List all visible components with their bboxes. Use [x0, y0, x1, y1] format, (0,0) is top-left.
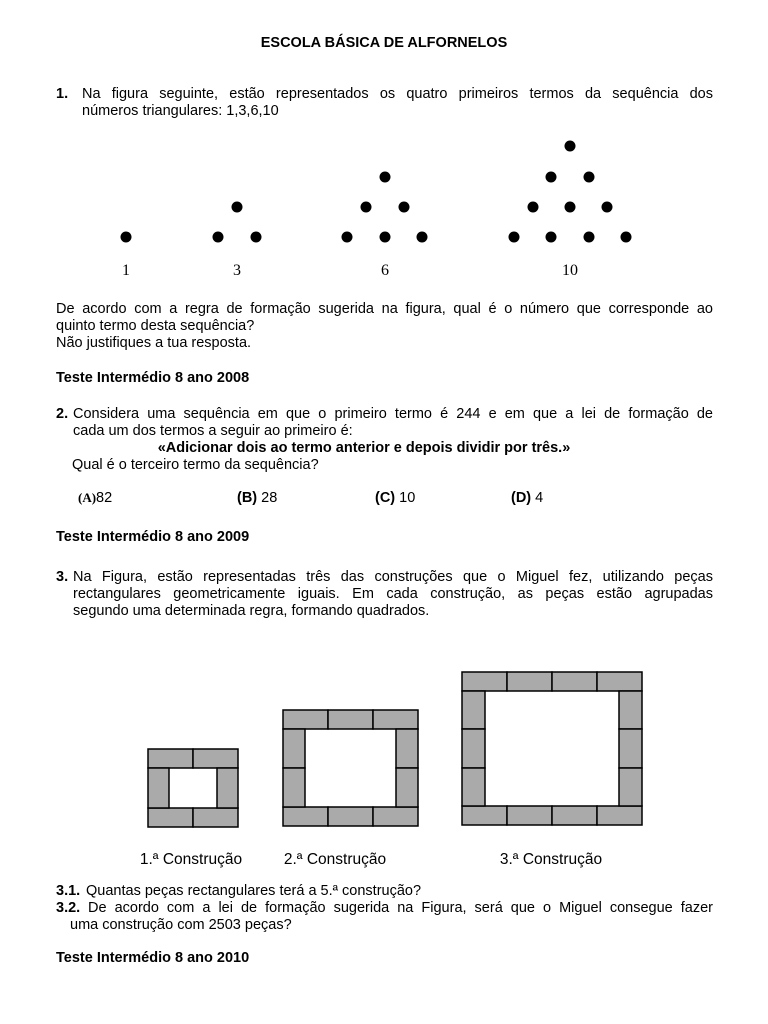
option-letter: (D)	[511, 490, 532, 506]
option-letter: (C)	[375, 490, 396, 506]
dot	[584, 232, 595, 243]
piece	[148, 749, 193, 768]
piece	[462, 768, 485, 806]
piece	[373, 807, 418, 826]
q1-line2: números triangulares: 1,3,6,10	[82, 103, 279, 119]
dot	[546, 172, 557, 183]
option-value: 28	[261, 490, 278, 506]
dot	[232, 202, 243, 213]
q2-line2: cada um dos termos a seguir ao primeiro é:	[73, 423, 353, 439]
q2-number: 2.	[56, 406, 69, 422]
piece	[552, 672, 597, 691]
piece	[396, 768, 418, 807]
piece	[193, 808, 238, 827]
construction-1	[148, 749, 238, 827]
piece	[283, 807, 328, 826]
option-letter: (B)	[237, 490, 258, 506]
option-letter: (A)	[78, 490, 97, 505]
q1-line1: Na figura seguinte, estão representados os quatro primeiros termos da sequência dos	[82, 86, 713, 102]
figure-label: 10	[562, 262, 578, 279]
piece	[328, 710, 373, 729]
q1-prompt-line3: Não justifiques a tua resposta.	[56, 335, 252, 351]
option-a	[78, 490, 112, 506]
piece	[552, 806, 597, 825]
q2-question: Qual é o terceiro termo da sequência?	[72, 457, 319, 473]
q1-prompt-line2: quinto termo desta sequência?	[56, 318, 255, 334]
dot	[342, 232, 353, 243]
piece	[619, 729, 642, 768]
piece	[396, 729, 418, 768]
dot	[602, 202, 613, 213]
piece	[283, 710, 328, 729]
construction-caption: 1.ª Construção	[139, 851, 243, 868]
dot	[621, 232, 632, 243]
q3-1-text: Quantas peças rectangulares terá a 5.ª construção?	[86, 883, 422, 899]
piece	[619, 691, 642, 729]
constructions-figure	[0, 660, 768, 875]
q3-source: Teste Intermédio 8 ano 2010	[56, 950, 250, 966]
page-title: ESCOLA BÁSICA DE ALFORNELOS	[260, 35, 508, 51]
piece	[373, 710, 418, 729]
dot	[546, 232, 557, 243]
dot	[565, 141, 576, 152]
piece	[148, 768, 169, 808]
figure-label: 3	[233, 262, 241, 279]
option-value: 82	[96, 490, 113, 506]
piece	[597, 806, 642, 825]
construction-caption: 3.ª Construção	[499, 851, 603, 868]
q3-1-number: 3.1.	[56, 883, 81, 899]
q3-2-line2: uma construção com 2503 peças?	[70, 917, 292, 933]
construction-caption: 2.ª Construção	[283, 851, 387, 868]
dot	[380, 172, 391, 183]
piece	[619, 768, 642, 806]
dot	[565, 202, 576, 213]
piece	[462, 806, 507, 825]
q3-number: 3.	[56, 569, 69, 585]
piece	[148, 808, 193, 827]
q2-source: Teste Intermédio 8 ano 2009	[56, 529, 250, 545]
q2-rule: «Adicionar dois ao termo anterior e depois dividir por três.»	[157, 440, 571, 456]
option-b	[237, 490, 277, 506]
q3-line1: Na Figura, estão representadas três das construções que o Miguel fez, utilizando peças	[73, 569, 713, 585]
piece	[462, 729, 485, 768]
figure-label: 6	[381, 262, 389, 279]
piece	[283, 768, 305, 807]
dot	[251, 232, 262, 243]
dot	[213, 232, 224, 243]
piece	[462, 691, 485, 729]
dot	[121, 232, 132, 243]
option-value: 10	[399, 490, 416, 506]
option-c	[375, 490, 415, 506]
option-d	[511, 490, 543, 506]
construction-3	[462, 672, 642, 825]
q3-line3: segundo uma determinada regra, formando quadrados.	[73, 603, 430, 619]
piece	[283, 729, 305, 768]
q2-line1: Considera uma sequência em que o primeiro termo é 244 e em que a lei de formação de	[73, 406, 713, 422]
dot	[361, 202, 372, 213]
piece	[217, 768, 238, 808]
piece	[507, 672, 552, 691]
dot	[509, 232, 520, 243]
triangular-numbers-figure	[0, 130, 768, 280]
piece	[193, 749, 238, 768]
dot	[399, 202, 410, 213]
option-value: 4	[535, 490, 544, 506]
piece	[328, 807, 373, 826]
q1-source: Teste Intermédio 8 ano 2008	[56, 370, 250, 386]
piece	[507, 806, 552, 825]
dot	[417, 232, 428, 243]
q3-line2: rectangulares geometricamente iguais. Em cada construção, as peças estão agrupadas	[73, 586, 713, 602]
q1-prompt-line1: De acordo com a regra de formação sugerida na figura, qual é o número que corresponde ao	[56, 301, 713, 317]
dot	[584, 172, 595, 183]
dot	[380, 232, 391, 243]
construction-2	[283, 710, 418, 826]
dot	[528, 202, 539, 213]
piece	[597, 672, 642, 691]
figure-label: 1	[122, 262, 130, 279]
q1-number: 1.	[56, 86, 69, 102]
q3-2-number: 3.2.	[56, 900, 81, 916]
q3-2-line1: De acordo com a lei de formação sugerida na Figura, será que o Miguel consegue fazer	[88, 900, 713, 916]
piece	[462, 672, 507, 691]
